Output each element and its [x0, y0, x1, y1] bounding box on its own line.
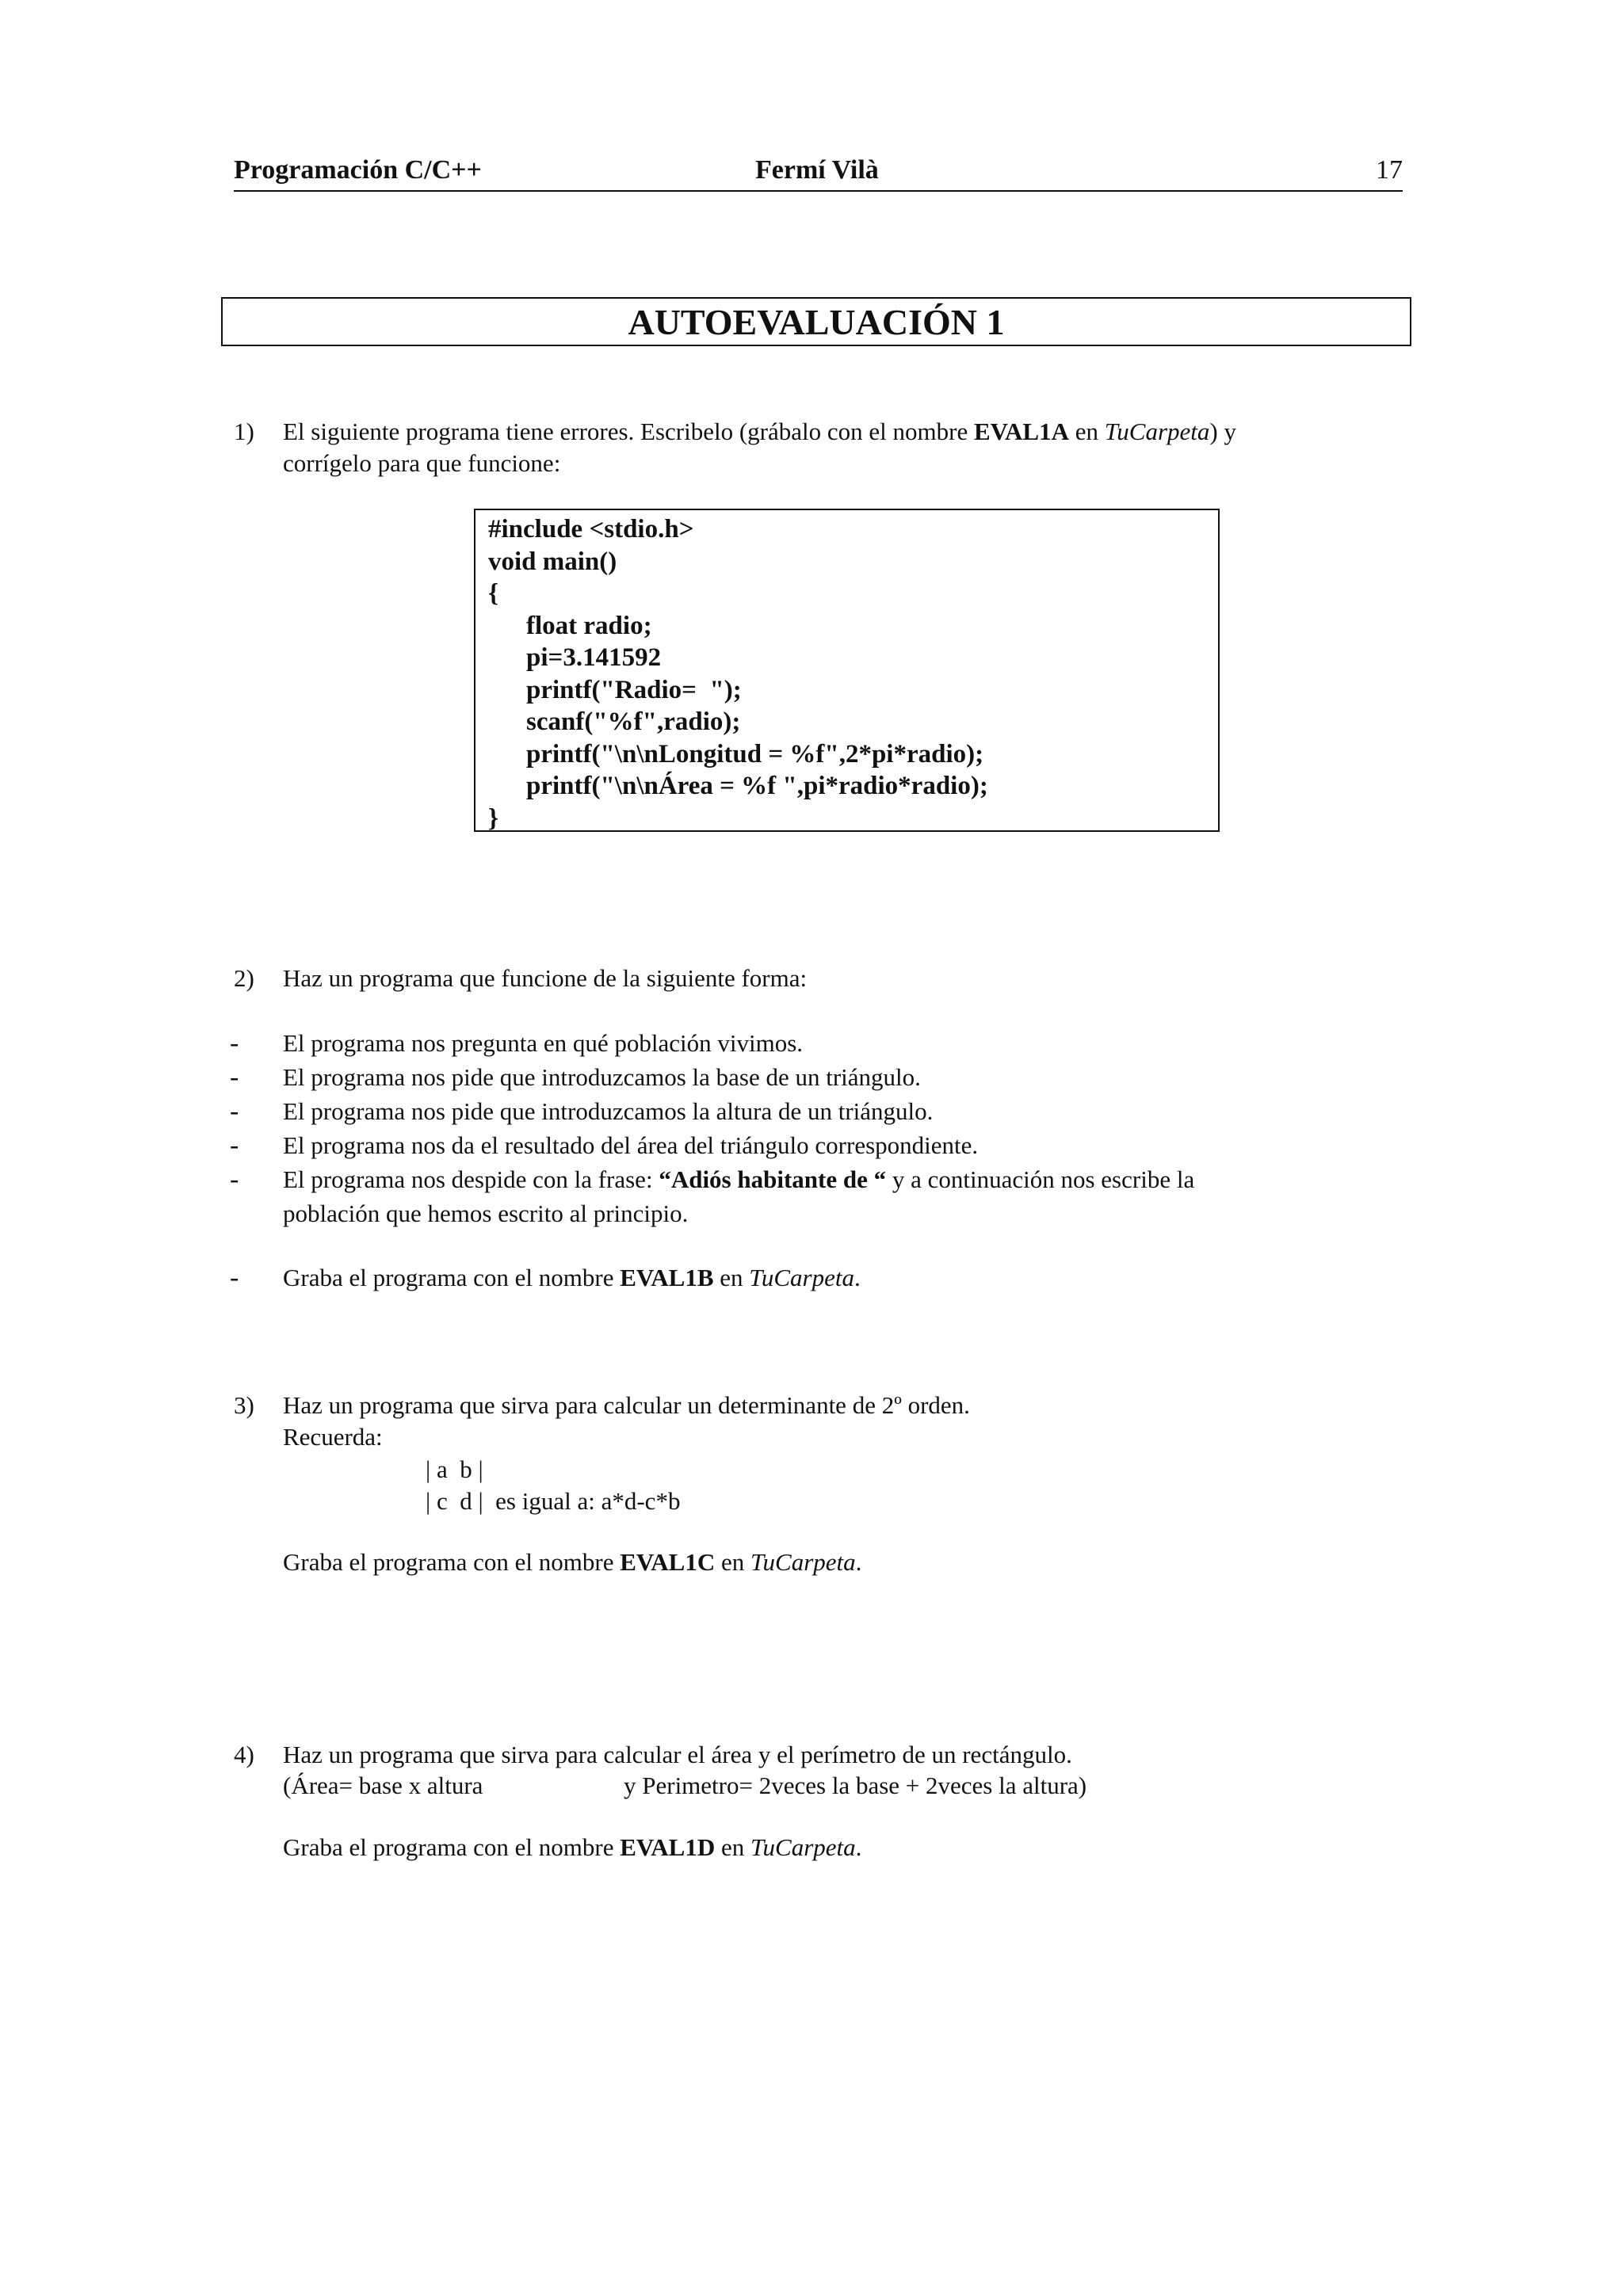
q4-number: 4) — [234, 1741, 254, 1768]
code-line: printf("\n\nLongitud = %f",2*pi*radio); — [526, 739, 984, 769]
code-line: scanf("%f",radio); — [526, 707, 741, 736]
code-line: pi=3.141592 — [526, 643, 662, 672]
q3-number: 3) — [234, 1391, 254, 1419]
q4-formula-area: (Área= base x altura — [283, 1772, 483, 1799]
q4-line1: Haz un programa que sirva para calcular el área y el perímetro de un rectángulo. — [283, 1741, 1072, 1768]
q2-filename: EVAL1B — [620, 1264, 714, 1291]
q2-folder: TuCarpeta — [749, 1264, 854, 1291]
q3-save-text-a: Graba el programa con el nombre — [283, 1548, 621, 1576]
code-line: void main() — [488, 547, 617, 576]
q2-bullet-farewell-cont: población que hemos escrito al principio. — [283, 1199, 689, 1227]
header-author: Fermí Vilà — [755, 155, 879, 185]
q4-save-text-c: . — [855, 1833, 862, 1861]
q2-bullet5-text-b: y a continuación nos escribe la — [886, 1165, 1195, 1193]
code-line: } — [488, 803, 499, 833]
q4-folder: TuCarpeta — [750, 1833, 856, 1861]
page-header — [234, 155, 1403, 192]
q2-bullet-farewell — [283, 1162, 1194, 1196]
page-title: AUTOEVALUACIÓN 1 — [221, 297, 1411, 346]
q2-save-text-a: Graba el programa con el nombre — [283, 1264, 621, 1291]
q2-save-instruction — [283, 1261, 861, 1295]
q2-number: 2) — [234, 964, 254, 992]
q2-farewell-phrase: “Adiós habitante de “ — [659, 1165, 887, 1193]
determinant-row-1: | a b | — [426, 1455, 483, 1483]
code-line: { — [488, 579, 499, 608]
q3-line1: Haz un programa que sirva para calcular un determinante de 2º orden. — [283, 1391, 970, 1419]
bullet-dash: - — [230, 1131, 239, 1160]
q3-save-text-c: . — [855, 1548, 862, 1576]
bullet-dash: - — [230, 1028, 239, 1058]
q1-text-b: en — [1069, 418, 1105, 445]
q2-bullet: El programa nos pide que introduzcamos la base de un triángulo. — [283, 1063, 921, 1091]
q4-formula-perimeter: y Perimetro= 2veces la base + 2veces la altura) — [624, 1772, 1087, 1799]
q4-filename: EVAL1D — [620, 1833, 716, 1861]
q1-number: 1) — [234, 418, 254, 445]
code-line: printf("Radio= "); — [526, 675, 742, 704]
code-line: float radio; — [526, 611, 652, 640]
q2-save-text-b: en — [713, 1264, 750, 1291]
q3-filename: EVAL1C — [620, 1548, 716, 1576]
code-line: #include <stdio.h> — [488, 515, 694, 543]
q4-save-text-a: Graba el programa con el nombre — [283, 1833, 621, 1861]
bullet-dash: - — [230, 1062, 239, 1092]
q2-bullet: El programa nos da el resultado del área del triángulo correspondiente. — [283, 1131, 979, 1159]
q2-save-text-c: . — [854, 1264, 861, 1291]
q1-text-a: El siguiente programa tiene errores. Escribelo (grábalo con el nombre — [283, 418, 974, 445]
q2-bullet: El programa nos pide que introduzcamos la altura de un triángulo. — [283, 1097, 934, 1125]
determinant-row-2: | c d | es igual a: a*d-c*b — [426, 1487, 681, 1515]
header-course-title: Programación C/C++ — [234, 155, 482, 185]
q1-text-c: ) y — [1209, 418, 1236, 445]
q4-save-text-b: en — [715, 1833, 751, 1861]
bullet-dash: - — [230, 1097, 239, 1126]
q1-folder: TuCarpeta — [1104, 418, 1210, 445]
header-page-number: 17 — [1376, 155, 1403, 185]
q1-line2: corrígelo para que funcione: — [283, 449, 561, 477]
q1-filename: EVAL1A — [973, 418, 1069, 445]
bullet-dash: - — [230, 1263, 239, 1292]
q3-save-instruction — [283, 1545, 861, 1579]
q2-intro: Haz un programa que funcione de la siguiente forma: — [283, 964, 808, 992]
q3-save-text-b: en — [715, 1548, 751, 1576]
code-box — [474, 509, 1220, 832]
q2-bullet: El programa nos pregunta en qué población vivimos. — [283, 1029, 804, 1057]
q1-line1 — [283, 414, 1236, 448]
q3-line2: Recuerda: — [283, 1423, 383, 1451]
q3-folder: TuCarpeta — [750, 1548, 856, 1576]
bullet-dash: - — [230, 1165, 239, 1194]
q4-save-instruction — [283, 1830, 861, 1864]
q2-bullet5-text-a: El programa nos despide con la frase: — [283, 1165, 659, 1193]
code-line: printf("\n\nÁrea = %f ",pi*radio*radio); — [526, 772, 988, 800]
